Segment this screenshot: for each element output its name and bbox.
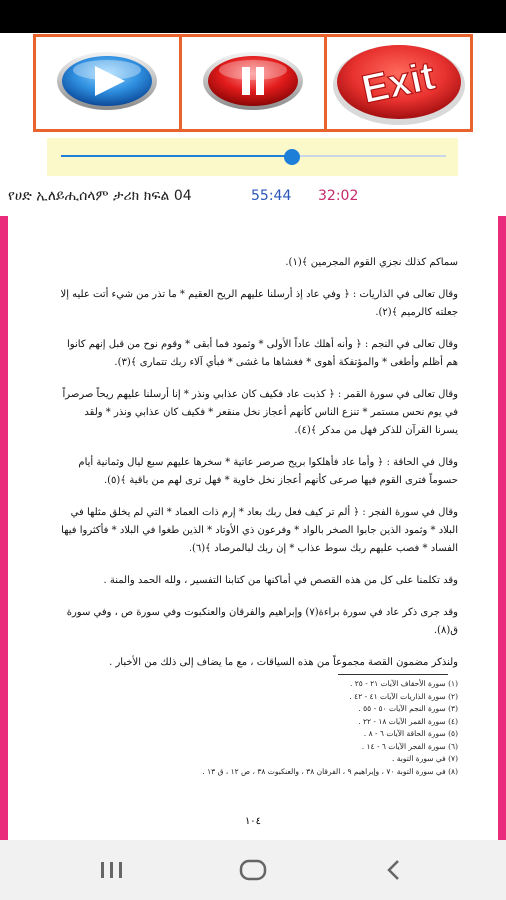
paragraph: وقد تكلمنا على كل من هذه القصص في أماكنها من كتابنا التفسير ، ولله الحمد والمنة .: [103, 575, 458, 586]
exit-button[interactable]: [327, 37, 470, 129]
player-controls: [33, 34, 473, 132]
footnotes: [60, 678, 458, 778]
play-icon: [55, 50, 159, 116]
seek-bar-container: [47, 138, 458, 176]
recents-icon: [99, 860, 125, 880]
system-nav-bar: [0, 840, 506, 900]
footnote: (٥) سورة الحاقة الآيات ٦ - ٨ .: [363, 729, 458, 738]
footnote: (٦) سورة الفجر الآيات ٦ - ١٤ .: [361, 741, 458, 751]
back-icon: [384, 858, 404, 882]
track-info: [0, 180, 506, 214]
page-number: ١٠٤: [244, 816, 262, 827]
paragraph: وقال في سورة الفجر : ﴿ ألم تر كيف فعل ربك بعاد * إرم ذات العماد * التي لم يخلق مثلها في البلاد * وثمود الذين جابوا الصخر بالواد * وفرعون ذي الأوتاد * الذين طغوا في البلاد * فأكثروا فيها الفساد * فصب عليهم ربك سوط عذاب * إن ربك لبالمرصاد ﴾(٦).: [61, 507, 458, 554]
footnote: (٤) سورة القمر الآيات ١٨ - ٢٢ .: [358, 716, 458, 726]
seek-bar[interactable]: [61, 155, 446, 157]
paragraph: وقال تعالى في سورة القمر : ﴿ كذبت عاد فكيف كان عذابي ونذر * إنا أرسلنا عليهم ريحاً صرصراً في يوم نحس مستمر * تنزع الناس كأنهم أعجاز نخل منقعر * فكيف كان عذابي ونذر * ولقد يسرنا القرآن للذكر فهل من مدكر ﴾(٤).: [62, 389, 458, 436]
exit-label: Exit: [357, 53, 439, 113]
seek-progress: [61, 155, 292, 157]
home-button[interactable]: [233, 855, 273, 885]
footnote-divider: [338, 674, 448, 675]
paragraph: وقال في الحاقة : ﴿ وأما عاد فأهلكوا بريح صرصر عاتية * سخرها عليهم سبع ليال وثمانية أيام حسوماً فترى القوم فيها صرعى كأنهم أعجاز نخل خاوية * فهل ترى لهم من باقية ﴾(٥).: [78, 457, 458, 486]
track-title: የሀድ ኢለይሒሰላም ታሪክ ክፍል 04: [8, 188, 192, 204]
page-body: [60, 254, 458, 686]
footnote: (٨) في سورة التوبة ٧٠ ، وإبراهيم ٩ ، الفرقان ٣٨ ، والعنكبوت ٣٨ ، ص ١٢ ، ق ١٣ .: [202, 766, 458, 776]
pause-button[interactable]: [182, 37, 328, 129]
elapsed-time: 55:44: [251, 188, 292, 204]
footnote: (٢) سورة الذاريات الآيات ٤١ - ٤٢ .: [349, 691, 458, 701]
recents-button[interactable]: [92, 855, 132, 885]
paragraph: ولنذكر مضمون القصة مجموعاً من هذه السياقات ، مع ما يضاف إلى ذلك من الأخبار .: [109, 657, 458, 668]
play-button[interactable]: [36, 37, 182, 129]
back-button[interactable]: [374, 855, 414, 885]
footnote: (١) سورة الأحقاف الآيات ٢١ - ٢٥ .: [349, 679, 458, 688]
footnote: (٧) في سورة التوبة .: [392, 754, 458, 763]
pause-icon: [201, 50, 305, 116]
home-icon: [239, 858, 267, 882]
exit-icon: [329, 38, 469, 128]
paragraph: وقال تعالى في النجم : ﴿ وأنه أهلك عاداً الأولى * وثمود فما أبقى * وقوم نوح من قبل إنهم كانوا هم أظلم وأطغى * والمؤتفكة أهوى * فغشاها ما غشى * فبأي آلاء ربك تتمارى ﴾(٣).: [67, 339, 458, 368]
status-bar: [0, 0, 506, 33]
total-time: 32:02: [318, 188, 359, 204]
paragraph: وقد جرى ذكر عاد في سورة براءة(٧) وإبراهيم والفرقان والعنكبوت وفي سورة ص ، وفي سورة ق(٨).: [66, 607, 458, 636]
document-viewer[interactable]: [0, 216, 506, 840]
paragraph: سماكم كذلك نجزي القوم المجرمين ﴾(١).: [285, 257, 458, 268]
paragraph: وقال تعالى في الذاريات : ﴿ وفي عاد إذ أرسلنا عليهم الريح العقيم * ما تذر من شيء أتت عليه إلا جعلته كالرميم ﴾(٢).: [60, 289, 458, 318]
footnote: (٣) سورة النجم الآيات ٥٠ - ٥٥ .: [358, 704, 458, 713]
seek-thumb[interactable]: [284, 149, 300, 165]
document-page: [8, 216, 498, 840]
